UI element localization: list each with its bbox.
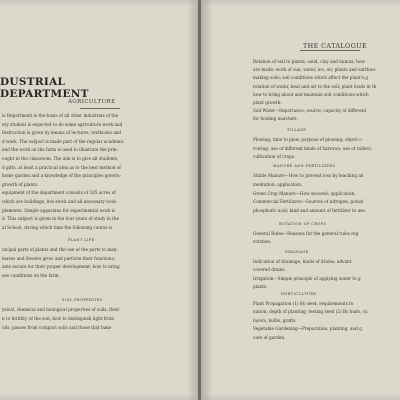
right-page (201, 0, 400, 400)
text-line: nation; depth of planting; testing seed (2) By buds, cu (253, 309, 368, 315)
text-line: phosphoric acid; kind and amount of fertilizer to use. (253, 208, 367, 214)
text-line: rotation. (253, 239, 272, 245)
section-heading-tillage: TILLAGE (287, 128, 307, 132)
text-line: incipal parts of plants and the use of the parts to man; (2, 247, 118, 252)
text-line: are made; work of sun, water, ice, air, plants and earthwo (253, 67, 376, 73)
text-line: Stable Manure—How to prevent loss by leaching an (253, 173, 364, 178)
text-line: cultivation of crops. (253, 154, 296, 160)
text-line: Vegetable Gardening—Preparation, planting, and g (253, 326, 362, 332)
text-line: al School, during which time the following course is (2, 224, 113, 230)
left-page (0, 0, 199, 400)
text-line: Relation of soil to plants; sand, clay and humus; how (253, 59, 365, 64)
text-line: equipment of the department consists of 185 acres of (2, 190, 116, 196)
text-line: plants. (253, 284, 268, 290)
text-line: Green Crop Manure—How secured; application. (253, 190, 356, 196)
text-line: d. This subject is given in the four years of study in the (2, 216, 120, 222)
text-line: relation of water, heat and air to the soil; plant foods in th (253, 83, 377, 89)
text-line: d work. The subject is made part of the regular academic (2, 138, 125, 144)
section-heading-plant-life: PLANT LIFE (68, 238, 95, 242)
text-line: Commercial Fertilizers—Sources of nitrogen, potasl (253, 199, 364, 205)
header-rule (300, 50, 360, 51)
heading-rule (80, 108, 120, 109)
text-line: covered drains. (253, 267, 286, 273)
text-line: leaves and flowers grow and perform their functions; (2, 255, 116, 261)
text-line: and the work on the farm is used to illustrate the prin- (2, 147, 119, 153)
text-line: d girls, at least a practical idea as to the best method of (2, 164, 121, 170)
text-line: General Rules—Reasons for the general rules reg (253, 231, 359, 236)
text-line: ysical, chemical and biological properties of soils, their (2, 307, 120, 312)
text-line: making soils; soil conditions which affect the plant's g (253, 75, 368, 81)
text-line: n to fertility of the soil; how to distinguish light from (2, 315, 114, 321)
text-line: Indication of drainage, kinds of drains; advant (253, 259, 352, 264)
text-line: oils; passes from compact soils and those that bake (2, 324, 112, 330)
text-line: mentation; application. (253, 181, 303, 187)
text-line: layers, bulbs, grafts. (253, 317, 297, 323)
text-line: home garden and a knowledge of the principles govern- (2, 173, 121, 179)
text-line: plements. Simple apparatus for experimental work is (2, 207, 116, 213)
text-line: Plant Propagation (1) By seed; requirements fo (253, 301, 354, 306)
text-line: Irrigation—Simple principle of applying water to g (253, 275, 361, 281)
text-line: Soil Water—Importance; source; capacity of different (253, 108, 367, 114)
section-heading-drainage: DRAINAGE (285, 250, 309, 254)
text-line: how to bring about and maintain soil conditions which (253, 91, 369, 97)
section-heading-agriculture: AGRICULTURE (68, 99, 116, 105)
text-line: plant growth. (253, 100, 282, 105)
text-line: ought in the classroom. The aim is to give all students, (2, 156, 119, 161)
section-heading-horticulture: HORTICULTURE (281, 292, 317, 296)
text-line: care of garden. (253, 334, 286, 340)
text-line: is Department is the basis of all other industries of the (2, 113, 119, 118)
text-line: ery student is expected to do some agriculture work and (2, 121, 123, 127)
text-line: growth of plants. (2, 181, 39, 187)
text-line: for holding moisture. (253, 116, 298, 122)
section-heading-manure: MANURE AND FERTILIZERS (273, 164, 336, 168)
department-title: DUSTRIAL DEPARTMENT (0, 76, 89, 100)
running-header: THE CATALOGUE (303, 42, 368, 50)
section-heading-soil-properties: SOIL PROPERTIES (62, 298, 103, 302)
text-line: ants secure for their proper development; how to bring (2, 264, 120, 270)
text-line: rowing; use of different kinds of harrows; use of rollers; (253, 145, 372, 151)
section-heading-rotation: ROTATION OF CROPS (279, 222, 327, 226)
text-line: which are buildings, live stock and all necessary tools (2, 199, 117, 204)
text-line: Instruction is given by means of lectures, textbooks and (2, 130, 122, 136)
text-line: Plowing; time to plow, purpose of plowing; object o (253, 137, 362, 142)
text-line: ese conditions on the farm. (2, 272, 60, 278)
